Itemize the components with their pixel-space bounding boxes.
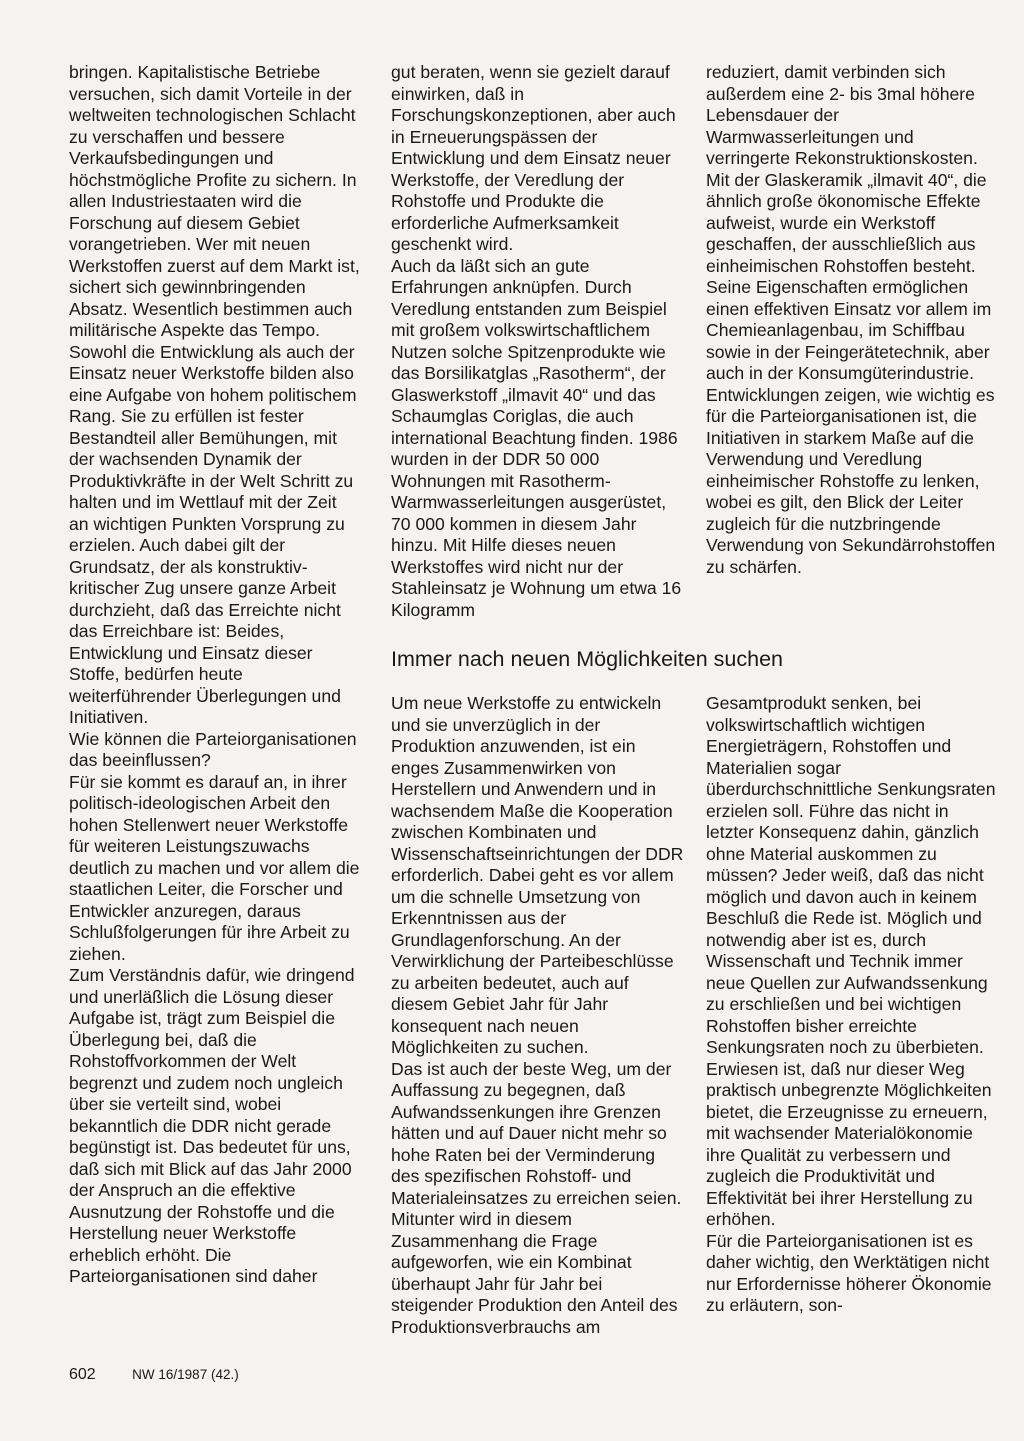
column-4: [391, 693, 684, 1338]
column-1: [69, 62, 361, 1288]
column-3: [706, 62, 999, 578]
paragraph: Auch da läßt sich an gute Erfahrungen anknüpfen. Durch Veredlung entstanden zum Beispiel mit großem volkswirtschaftlichem Nutzen solche Spitzenprodukte wie das Borsilikatglas „Rasotherm“, der Glaswerkstoff „ilmavit 40“ und das Schaumglas Coriglas, die auch international Beachtung finden. 1986 wurden in der DDR 50 000 Wohnungen mit Rasotherm-Warmwasserleitungen ausgerüstet, 70 000 kommen in diesem Jahr hinzu. Mit Hilfe dieses neuen Werkstoffes wird nicht nur der Stahleinsatz je Wohnung um etwa 16 Kilogramm: [391, 255, 682, 620]
column-5: [706, 693, 999, 1317]
paragraph: Gesamtprodukt senken, bei volkswirtschaftlich wichtigen Energieträgern, Rohstoffen und Materialien sogar überdurchschnittliche Senkungsraten erzielen soll. Führe das nicht in letzter Konsequenz dahin, gänzlich ohne Material auskommen zu müssen? Jeder weiß, daß das nicht möglich und davon auch in keinem Beschluß die Rede ist. Möglich und notwendig aber ist es, durch Wissenschaft und Technik immer neue Quellen zur Aufwandssenkung zu erschließen und bei wichtigen Rohstoffen bisher erreichte Senkungsraten noch zu überbieten. Erwiesen ist, daß nur dieser Weg praktisch unbegrenzte Möglichkeiten bietet, die Erzeugnisse zu erneuern, mit wachsender Materialökonomie ihre Qualität zu verbessern und zugleich die Produktivität und Effektivität bei ihrer Herstellung zu erhöhen.: [706, 693, 996, 1229]
paragraph: Für die Parteiorganisationen ist es daher wichtig, den Werktätigen nicht nur Erfordernisse höherer Ökonomie zu erläutern, son-: [706, 1230, 992, 1315]
paragraph: bringen. Kapitalistische Betriebe versuchen, sich damit Vorteile in der weltweiten technologischen Schlacht zu verschaffen und bessere Verkaufsbedingungen und höchstmögliche Profite zu sichern. In allen Industriestaaten wird die Forschung auf diesem Gebiet vorangetrieben. Wer mit neuen Werkstoffen zuerst auf dem Markt ist, sichert sich gewinnbringenden Absatz. Wesentlich bestimmen auch militärische Aspekte das Tempo.: [69, 62, 360, 340]
section-heading: Immer nach neuen Möglichkeiten suchen: [391, 647, 783, 671]
paragraph: Sowohl die Entwicklung als auch der Einsatz neuer Werkstoffe bilden also eine Aufgabe von hohem politischem Rang. Sie zu erfüllen ist fester Bestandteil aller Bemühungen, mit der wachsenden Dynamik der Produktivkräfte in der Welt Schritt zu halten und im Wettlauf mit der Zeit an wichtigen Punkten Vorsprung zu erzielen. Auch dabei gilt der Grundsatz, der als konstruktiv-kritischer Zug unsere ganze Arbeit durchzieht, daß das Erreichte nicht das Erreichbare ist: Beides, Entwicklung und Einsatz dieser Stoffe, bedürfen heute weiterführender Überlegungen und Initiativen.: [69, 341, 357, 727]
column-2: [391, 62, 684, 621]
paragraph: reduziert, damit verbinden sich außerdem eine 2- bis 3mal höhere Lebensdauer der Warmwasserleitungen und verringerte Rekonstruktionskosten. Mit der Glaskeramik „ilmavit 40“, die ähnlich große ökonomische Effekte aufweist, wurde ein Werkstoff geschaffen, der ausschließlich aus einheimischen Rohstoffen besteht. Seine Eigenschaften ermöglichen einen effektiven Einsatz vor allem im Chemieanlagenbau, im Schiffbau sowie in der Feingerätetechnik, aber auch in der Konsumgüterindustrie.: [706, 62, 992, 383]
paragraph: Zum Verständnis dafür, wie dringend und unerläßlich die Lösung dieser Aufgabe ist, trägt zum Beispiel die Überlegung bei, daß die Rohstoffvorkommen der Welt begrenzt und zudem noch ungleich über sie verteilt sind, wobei bekanntlich die DDR nicht gerade begünstigt ist. Das bedeutet für uns, daß sich mit Blick auf das Jahr 2000 der Anspruch an die effektive Ausnutzung der Rohstoffe und die Herstellung neuer Werkstoffe erheblich erhöht. Die Parteiorganisationen sind daher: [69, 965, 355, 1286]
paragraph: gut beraten, wenn sie gezielt darauf einwirken, daß in Forschungskonzeptionen, aber auch in Erneuerungspässen der Entwicklung und dem Einsatz neuer Werkstoffe, der Veredlung der Rohstoffe und Produkte die erforderliche Aufmerksamkeit geschenkt wird.: [391, 62, 676, 254]
paragraph: Entwicklungen zeigen, wie wichtig es für die Parteiorganisationen ist, die Initiativen in starkem Maße auf die Verwendung und Veredlung einheimischer Rohstoffe zu lenken, wobei es gilt, den Blick der Leiter zugleich für die nutzbringende Verwendung von Sekundärrohstoffen zu schärfen.: [706, 384, 996, 577]
paragraph: Wie können die Parteiorganisationen das beeinflussen?: [69, 728, 357, 770]
paragraph: Das ist auch der beste Weg, um der Auffassung zu begegnen, daß Aufwandssenkungen ihre Grenzen hätten und auf Dauer nicht mehr so hohe Raten bei der Verminderung des spezifischen Rohstoff- und Materialeinsatzes zu erreichen seien. Mitunter wird in diesem Zusammenhang die Frage aufgeworfen, wie ein Kombinat überhaupt Jahr für Jahr bei steigender Produktion den Anteil des Produktionsverbrauchs am: [391, 1058, 682, 1337]
paragraph: Für sie kommt es darauf an, in ihrer politisch-ideologischen Arbeit den hohen Stellenwert neuer Werkstoffe für weiteren Leistungszuwachs deutlich zu machen und vor allem die staatlichen Leiter, die Forscher und Entwickler anzuregen, daraus Schlußfolgerungen für ihre Arbeit zu ziehen.: [69, 771, 360, 964]
issue-label: NW 16/1987 (42.): [132, 1367, 239, 1382]
page-number: 602: [69, 1366, 96, 1383]
page-footer: [69, 1366, 239, 1384]
paragraph: Um neue Werkstoffe zu entwickeln und sie unverzüglich in der Produktion anzuwenden, ist ein enges Zusammenwirken von Herstellern und Anwendern und in wachsendem Maße die Kooperation zwischen Kombinaten und Wissenschaftseinrichtungen der DDR erforderlich. Dabei geht es vor allem um die schnelle Umsetzung von Erkenntnissen aus der Grundlagenforschung. An der Verwirklichung der Parteibeschlüsse zu arbeiten bedeutet, auch auf diesem Gebiet Jahr für Jahr konsequent nach neuen Möglichkeiten zu suchen.: [391, 693, 684, 1057]
